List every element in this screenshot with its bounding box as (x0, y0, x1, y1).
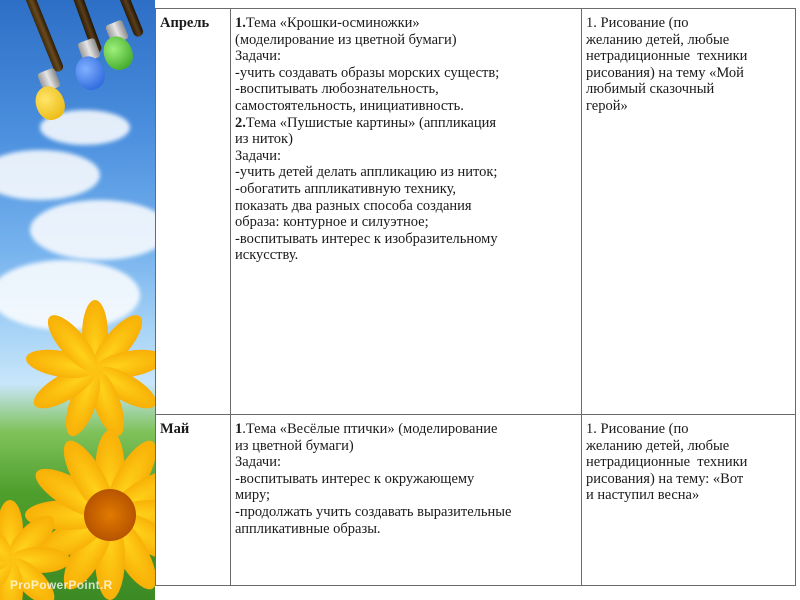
activity-line: рисования) на тему: «Вот (586, 470, 744, 487)
content-text: Задачи: (235, 454, 282, 471)
content-text: .Тема «Весёлые птички» (моделирование (242, 421, 498, 437)
content-line (235, 247, 575, 264)
content-line (235, 438, 575, 455)
activity-cell (582, 415, 796, 586)
content-line (235, 98, 575, 115)
table-row (156, 415, 796, 586)
content-text: -учить создавать образы морских существ; (235, 64, 500, 81)
content-line (235, 181, 575, 198)
activity-line: 1. Рисование (по (586, 15, 689, 31)
content-text: -продолжать учить создавать выразительные (235, 503, 512, 520)
lesson-content-cell (231, 9, 582, 415)
content-line (235, 487, 575, 504)
content-text: искусству. (235, 247, 299, 264)
content-text: -воспитывать любознательность, (235, 81, 439, 98)
cloud-shape (0, 260, 140, 330)
content-text: самостоятельность, инициативность. (235, 97, 464, 114)
content-line (235, 164, 575, 181)
content-line (235, 81, 575, 98)
content-text: -обогатить аппликативную технику, (235, 180, 457, 197)
content-line (235, 65, 575, 82)
activity-line: и наступил весна» (586, 487, 700, 504)
content-line (235, 421, 575, 438)
content-text: -воспитывать интерес к изобразительному (235, 230, 498, 247)
content-text: Тема «Пушистые картины» (аппликация (245, 114, 497, 131)
activity-line: нетрадиционные техники (586, 48, 748, 65)
month-cell: Апрель (156, 9, 231, 415)
item-number: 2. (235, 114, 246, 131)
activity-line: герой» (586, 97, 628, 114)
content-line (235, 521, 575, 538)
sunflower-icon (110, 515, 111, 516)
activity-line: желанию детей, любые (586, 437, 730, 454)
content-line (235, 214, 575, 231)
cloud-shape (30, 200, 155, 260)
content-line (235, 148, 575, 165)
content-text: миру; (235, 487, 271, 504)
content-text: Задачи: (235, 48, 282, 65)
content-line (235, 131, 575, 148)
item-number: 1. (235, 15, 246, 31)
activity-line: 1. Рисование (по (586, 421, 689, 437)
watermark-text: ProPowerPoint.R (10, 578, 113, 592)
content-text: аппликативные образы. (235, 520, 381, 537)
content-text: из ниток) (235, 131, 293, 148)
content-line (235, 471, 575, 488)
content-text: образа: контурное и силуэтное; (235, 214, 429, 231)
content-line (235, 32, 575, 49)
content-line (235, 504, 575, 521)
activity-line: желанию детей, любые (586, 31, 730, 48)
yellow-flower-icon (10, 560, 11, 561)
content-text: из цветной бумаги) (235, 437, 354, 454)
content-line (235, 48, 575, 65)
month-cell: Май (156, 415, 231, 586)
activity-plan-table (155, 8, 796, 586)
content-line (235, 454, 575, 471)
content-line (235, 15, 575, 32)
activity-line: нетрадиционные техники (586, 454, 748, 471)
lesson-content-cell (231, 415, 582, 586)
content-line (235, 198, 575, 215)
content-line (235, 231, 575, 248)
yellow-flower-icon (95, 370, 96, 371)
content-text: -учить детей делать аппликацию из ниток; (235, 164, 498, 181)
content-text: Задачи: (235, 147, 282, 164)
table-row (156, 9, 796, 415)
content-text: -воспитывать интерес к окружающему (235, 470, 475, 487)
content-text: (моделирование из цветной бумаги) (235, 31, 457, 48)
activity-line: рисования) на тему «Мой (586, 64, 744, 81)
decorative-sky-flowers-strip (0, 0, 155, 600)
content-line (235, 115, 575, 132)
cloud-shape (0, 150, 100, 200)
activity-line: любимый сказочный (586, 81, 715, 98)
activity-cell (582, 9, 796, 415)
item-number: 1 (235, 421, 243, 437)
content-text: Тема «Крошки-осминожки» (245, 15, 420, 31)
content-text: показать два разных способа создания (235, 197, 472, 214)
